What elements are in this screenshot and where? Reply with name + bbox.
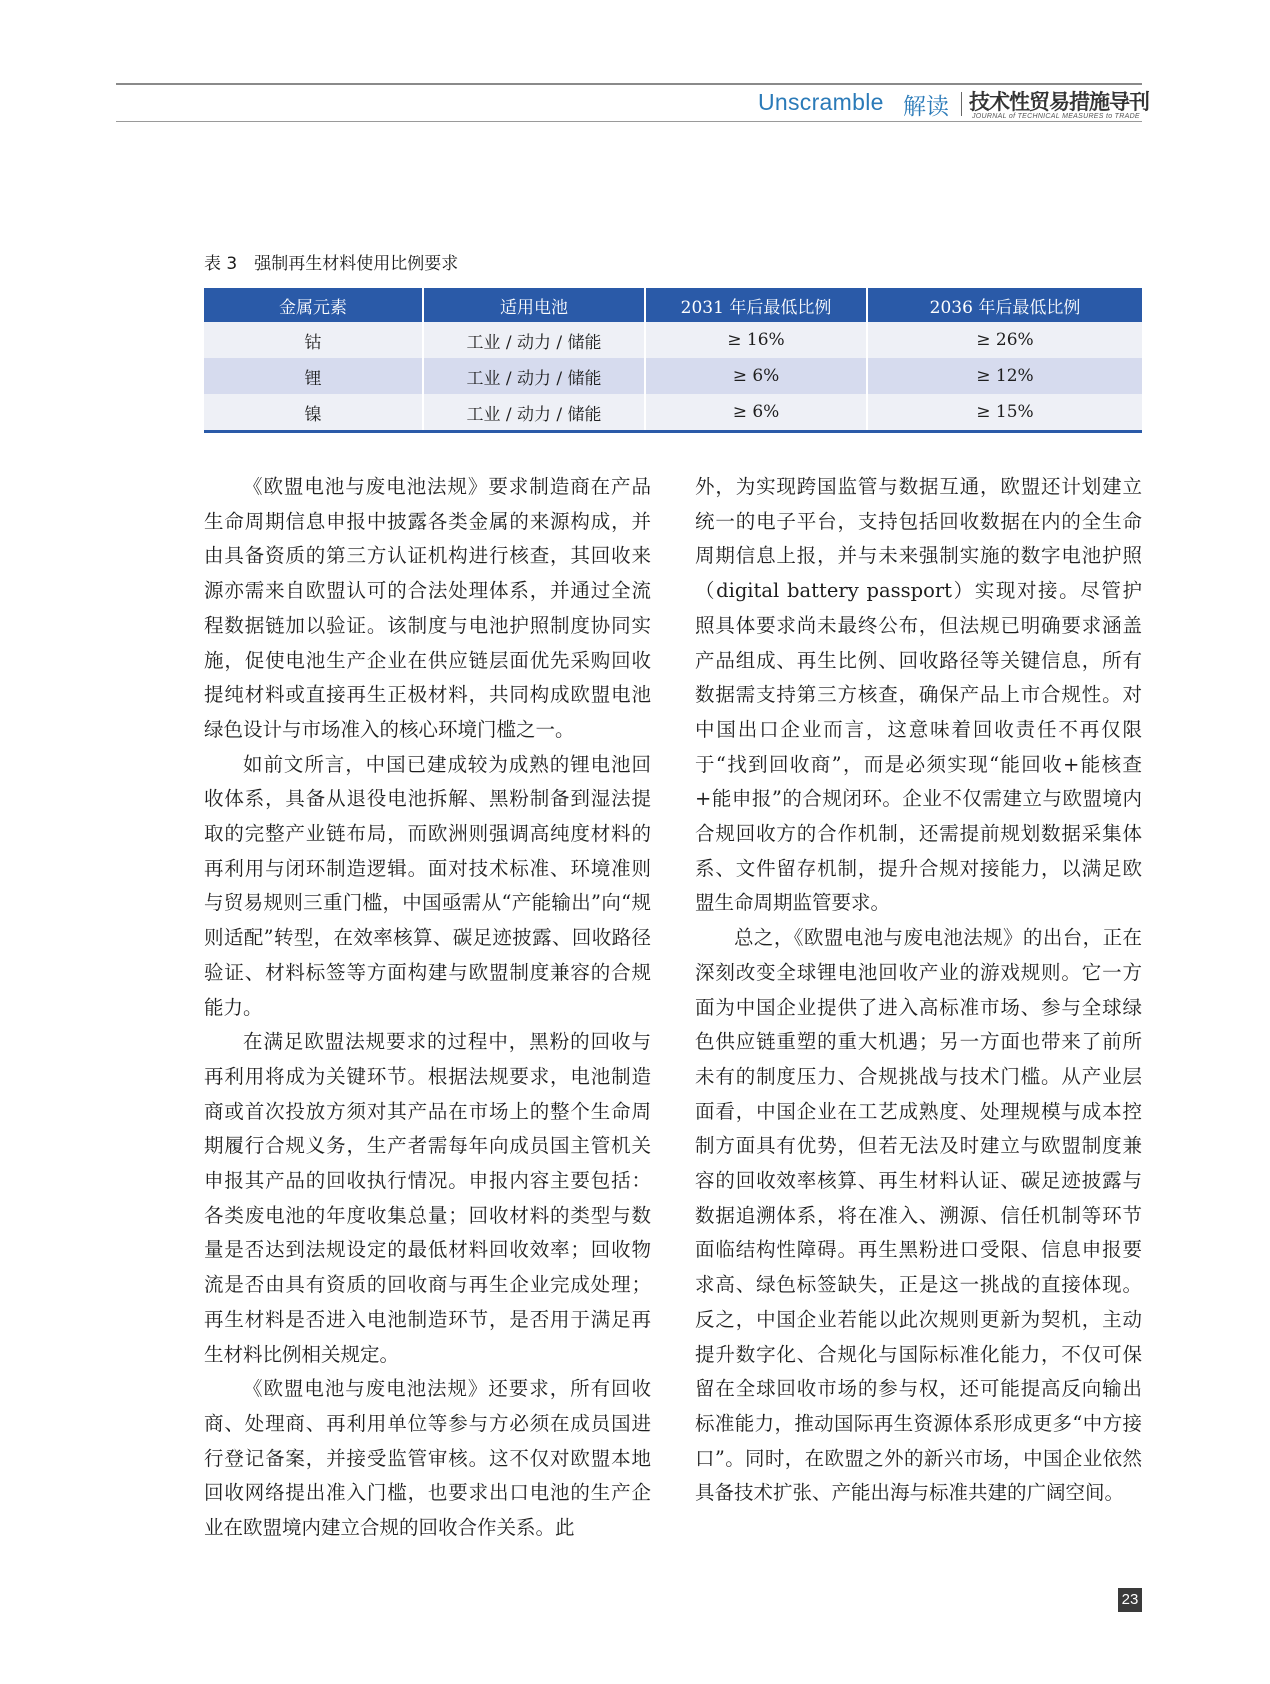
table-row bbox=[204, 394, 1142, 432]
table-cell: ≥ 16% bbox=[645, 322, 867, 358]
body-paragraph: 在满足欧盟法规要求的过程中，黑粉的回收与再利用将成为关键环节。根据法规要求，电池制造商或首次投放方须对其产品在市场上的整个生命周期履行合规义务，生产者需每年向成员国主管机关申报其产品的回收执行情况。申报内容主要包括：各类废电池的年度收集总量；回收材料的类型与数量是否达到法规设定的最低材料回收效率；回收物流是否由具有资质的回收商与再生企业完成处理；再生材料是否进入电池制造环节，是否用于满足再生材料比例相关规定。 bbox=[204, 1030, 651, 1366]
table-cell: 锂 bbox=[204, 358, 423, 394]
body-paragraph: 《欧盟电池与废电池法规》要求制造商在产品生命周期信息申报中披露各类金属的来源构成，并由具备资质的第三方认证机构进行核查，其回收来源亦需来自欧盟认可的合法处理体系，并通过全流程数据链加以验证。该制度与电池护照制度协同实施，促使电池生产企业在供应链层面优先采购回收提纯材料或直接再生正极材料，共同构成欧盟电池绿色设计与市场准入的核心环境门槛之一。 bbox=[204, 475, 651, 741]
table-cell: ≥ 6% bbox=[645, 394, 867, 432]
recycled-material-table bbox=[204, 288, 1142, 433]
table-row bbox=[204, 358, 1142, 394]
table-header-row bbox=[204, 288, 1142, 322]
body-column-left bbox=[204, 470, 651, 1546]
header-section-cn: 解读 bbox=[903, 94, 949, 120]
header-bottom-rule bbox=[116, 121, 1142, 122]
journal-logo: 技术性贸易措施导刊 bbox=[969, 90, 1149, 114]
table-cell: ≥ 26% bbox=[867, 322, 1142, 358]
journal-logo-subtitle: JOURNAL of TECHNICAL MEASURES to TRADE bbox=[972, 113, 1140, 120]
body-paragraph: 如前文所言，中国已建成较为成熟的锂电池回收体系，具备从退役电池拆解、黑粉制备到湿法提取的完整产业链布局，而欧洲则强调高纯度材料的再利用与闭环制造逻辑。面对技术标准、环境准则与贸易规则三重门槛，中国亟需从“产能输出”向“规则适配”转型，在效率核算、碳足迹披露、回收路径验证、材料标签等方面构建与欧盟制度兼容的合规能力。 bbox=[204, 752, 651, 1019]
table-cell: 钴 bbox=[204, 322, 423, 358]
table-header-cell: 2031 年后最低比例 bbox=[645, 288, 867, 322]
table-cell: 工业 / 动力 / 储能 bbox=[423, 358, 645, 394]
table-cell: ≥ 15% bbox=[867, 394, 1142, 432]
body-paragraph: 《欧盟电池与废电池法规》还要求，所有回收商、处理商、再利用单位等参与方必须在成员国进行登记备案，并接受监管审核。这不仅对欧盟本地回收网络提出准入门槛，也要求出口电池的生产企业在欧盟境内建立合规的回收合作关系。此 bbox=[204, 1377, 651, 1540]
table-cell: 工业 / 动力 / 储能 bbox=[423, 322, 645, 358]
table-cell: 镍 bbox=[204, 394, 423, 432]
table-cell: 工业 / 动力 / 储能 bbox=[423, 394, 645, 432]
table-header-cell: 2036 年后最低比例 bbox=[867, 288, 1142, 322]
body-paragraph: 总之，《欧盟电池与废电池法规》的出台，正在深刻改变全球锂电池回收产业的游戏规则。它一方面为中国企业提供了进入高标准市场、参与全球绿色供应链重塑的重大机遇；另一方面也带来了前所未有的制度压力、合规挑战与技术门槛。从产业层面看，中国企业在工艺成熟度、处理规模与成本控制方面具有优势，但若无法及时建立与欧盟制度兼容的回收效率核算、再生材料认证、碳足迹披露与数据追溯体系，将在准入、溯源、信任机制等环节面临结构性障碍。再生黑粉进口受限、信息申报要求高、绿色标签缺失，正是这一挑战的直接体现。反之，中国企业若能以此次规则更新为契机，主动提升数字化、合规化与国际标准化能力，不仅可保留在全球回收市场的参与权，还可能提高反向输出标准能力，推动国际再生资源体系形成更多“中方接口”。同时，在欧盟之外的新兴市场，中国企业依然具备技术扩张、产能出海与标准共建的广阔空间。 bbox=[695, 926, 1142, 1505]
table-cell: ≥ 12% bbox=[867, 358, 1142, 394]
body-paragraph: 外，为实现跨国监管与数据互通，欧盟还计划建立统一的电子平台，支持包括回收数据在内的全生命周期信息上报，并与未来强制实施的数字电池护照（digital battery passport）实现对接。尽管护照具体要求尚未最终公布，但法规已明确要求涵盖产品组成、再生比例、回收路径等关键信息，所有数据需支持第三方核查，确保产品上市合规性。对中国出口企业而言，这意味着回收责任不再仅限于“找到回收商”，而是必须实现“能回收+能核查+能申报”的合规闭环。企业不仅需建立与欧盟境内合规回收方的合作机制，还需提前规划数据采集体系、文件留存机制，提升合规对接能力，以满足欧盟生命周期监管要求。 bbox=[695, 475, 1142, 915]
table-header-cell: 适用电池 bbox=[423, 288, 645, 322]
table-caption: 表 3 强制再生材料使用比例要求 bbox=[204, 254, 459, 274]
header-section-en: Unscramble bbox=[758, 89, 884, 115]
table-row bbox=[204, 322, 1142, 358]
table-header-cell: 金属元素 bbox=[204, 288, 423, 322]
page-number: 23 bbox=[1118, 1588, 1142, 1612]
table-cell: ≥ 6% bbox=[645, 358, 867, 394]
header-separator bbox=[961, 92, 962, 116]
body-column-right bbox=[695, 470, 1142, 1511]
header-top-rule bbox=[116, 83, 1142, 85]
